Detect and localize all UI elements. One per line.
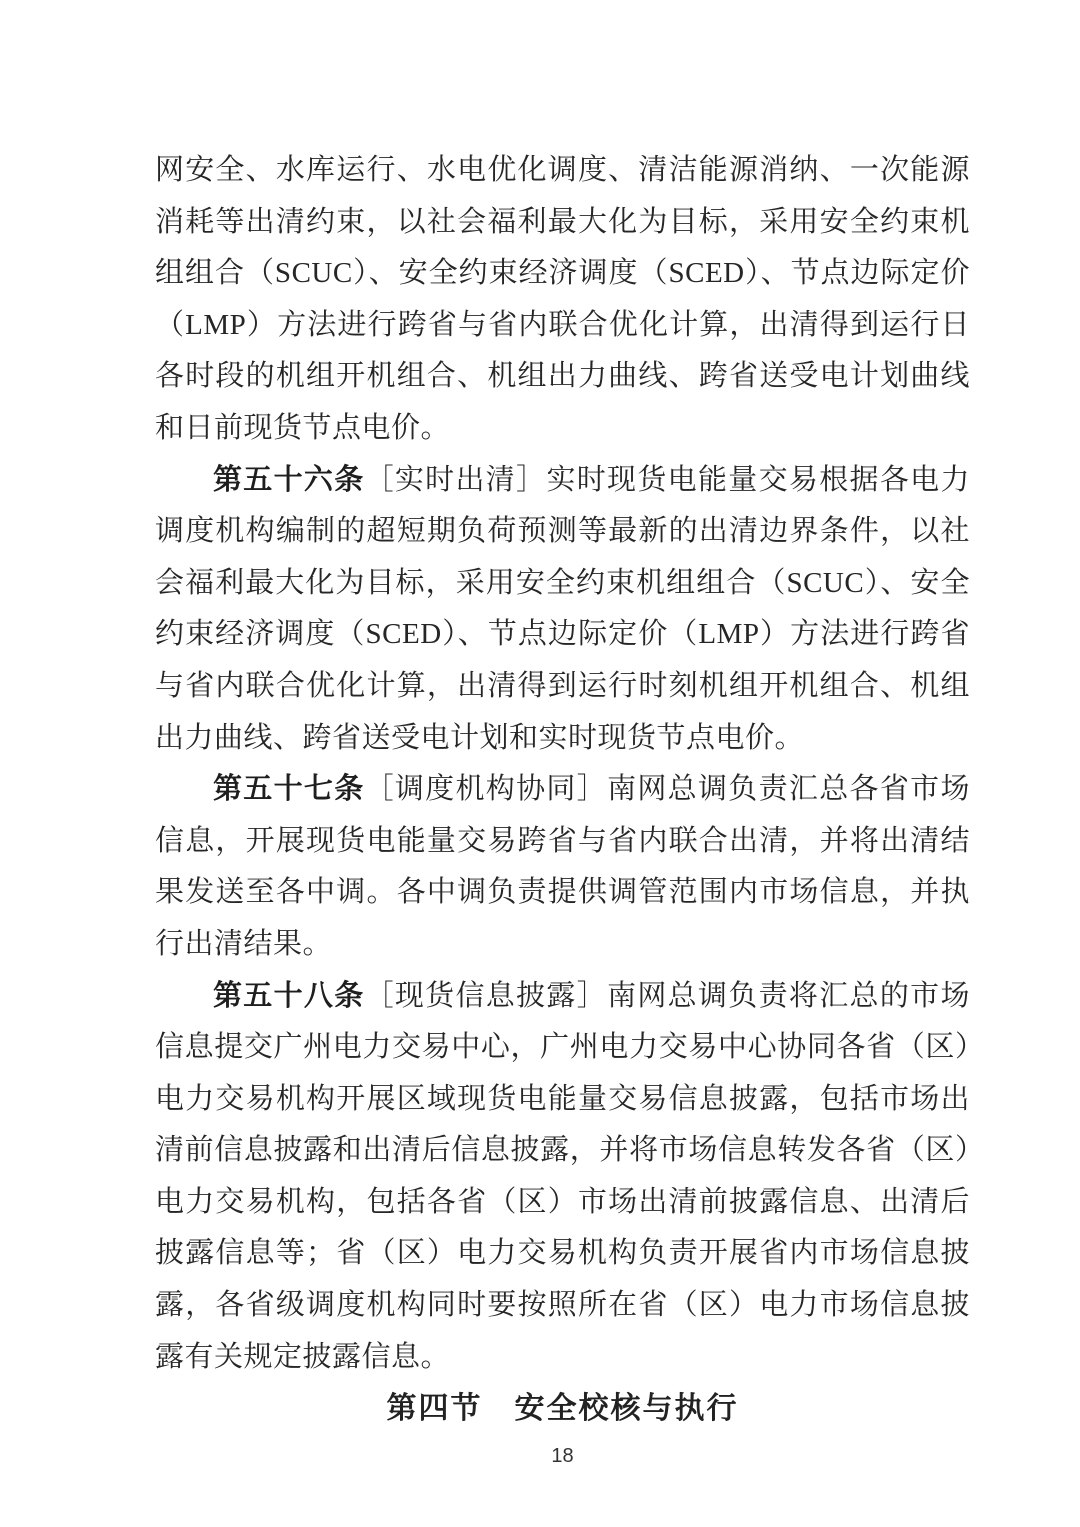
article-tag: ［调度机构协同］ (364, 773, 608, 806)
paragraph-article-58 (155, 971, 970, 1384)
article-tag: ［实时出清］ (364, 463, 547, 496)
paragraph-article-57 (155, 764, 970, 970)
paragraph-text: 网安全、水库运行、水电优化调度、清洁能源消纳、一次能源消耗等出清约束，以社会福利最大化为目标，采用安全约束机组组合（SCUC）、安全约束经济调度（SCED）、节点边际定价（LMP）方法进行跨省与省内联合优化计算，出清得到运行日各时段的机组开机组合、机组出力曲线、跨省送受电计划曲线和日前现货节点电价。 (155, 154, 970, 444)
article-number: 第五十七条 (213, 773, 365, 806)
article-tag: ［现货信息披露］ (364, 979, 608, 1012)
article-text: 南网总调负责汇总各省市场信息，开展现货电能量交易跨省与省内联合出清，并将出清结果发送至各中调。各中调负责提供调管范围内市场信息，并执行出清结果。 (155, 773, 970, 960)
article-number: 第五十六条 (213, 463, 365, 496)
article-number: 第五十八条 (213, 979, 365, 1012)
page-number: 18 (551, 1444, 574, 1467)
paragraph-continuation (155, 145, 970, 455)
article-text: 实时现货电能量交易根据各电力调度机构编制的超短期负荷预测等最新的出清边界条件，以社会福利最大化为目标，采用安全约束机组组合（SCUC）、安全约束经济调度（SCED）、节点边际定价（LMP）方法进行跨省与省内联合优化计算，出清得到运行时刻机组开机组合、机组出力曲线、跨省送受电计划和实时现货节点电价。 (155, 463, 970, 754)
paragraph-article-56 (155, 455, 970, 765)
section-heading: 第四节 安全校核与执行 (386, 1392, 739, 1426)
document-text-block (155, 145, 970, 1468)
article-text: 南网总调负责将汇总的市场信息提交广州电力交易中心，广州电力交易中心协同各省（区）电力交易机构开展区域现货电能量交易信息披露，包括市场出清前信息披露和出清后信息披露，并将市场信息转发各省（区）电力交易机构，包括各省（区）市场出清前披露信息、出清后披露信息等；省（区）电力交易机构负责开展省内市场信息披露，各省级调度机构同时要按照所在省（区）电力市场信息披露有关规定披露信息。 (155, 979, 970, 1373)
